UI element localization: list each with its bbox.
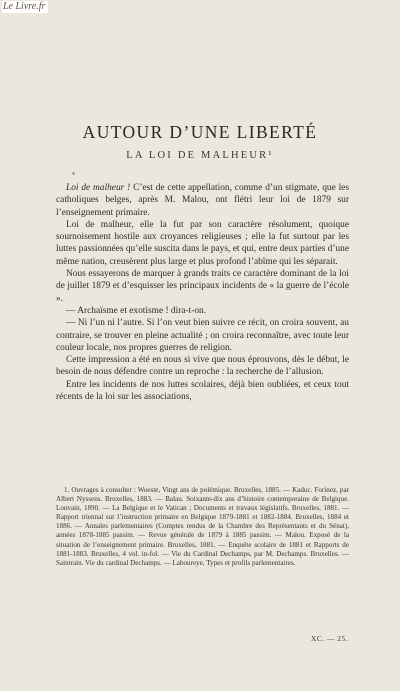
footnote: 1. Ouvrages à consulter : Woeste, Vingt ans de polémique. Bruxelles, 1885. — Kaduc. Forinez, par Albert Nyssens. Bruxelles, 1883. — Balau. Soixante-dix ans d’histoire contemporaine de Belgique. Louvain, 1890. — La Belgique et le Vatican ; Documents et travaux législatifs. Bruxelles, 1881. — Rapport triennal sur l’instruction primaire en Belgique 1879-1881 et 1882-1884. Bruxelles, 1884 et 1886. — Annales parlementaires (Comptes rendus de la Chambre des Représentants et du Sénat), années 1878-1885 passim. — Revue générale de 1879 à 1885 passim. — Malou. Exposé de la situation de l’enseignement primaire. Bruxelles, 1881. — Enquête scolaire de 1881 et Rapports de 1881-1883. Bruxelles, 4 vol. in-fol. — Vie du Cardinal Dechamps, par M. Dechamps. Bruxelles. — Saintrain. Vie du cardinal Dechamps. — Laboureye, Types et profils parlementaires. — [56, 486, 349, 567]
watermark-logo: Le Livre.fr — [2, 1, 48, 13]
paragraph — [56, 317, 349, 354]
paragraph — [56, 354, 349, 379]
italic-lead: Loi de malheur ! — [66, 183, 131, 193]
footnotes — [56, 486, 349, 568]
paragraph-text: Entre les incidents de nos luttes scolaires, déjà bien oubliées, et ceux tout récents de la loi sur les associations, — [56, 379, 349, 403]
paragraph — [56, 268, 349, 305]
ornament-mark: * — [72, 172, 75, 179]
paragraph-text: — Archaïsme et exotisme ! dira-t-on. — [66, 305, 207, 316]
chapter-subtitle: LA LOI DE MALHEUR¹ — [126, 150, 274, 161]
body-text — [56, 182, 349, 403]
paragraph-text: — Ni l’un ni l’autre. Si l’on veut bien suivre ce récit, on croira souvent, au contraire, se trouver en pleine actualité ; on croira reconnaître, avec toute leur couleur locale, nos propres guerres de religion. — [56, 318, 349, 353]
paragraph — [56, 379, 349, 404]
paragraph-text: Nous essayerons de marquer à grands traits ce caractère dominant de la loi de juillet 1879 et d’esquisser les principaux incidents de « la guerre de l’école ». — [56, 269, 349, 304]
paragraph-text: C’est de cette appellation, comme d’un stigmate, que les catholiques belges, après M. Malou, ont flétri leur loi de 1879 sur l’enseignement primaire. — [56, 183, 349, 218]
paragraph — [56, 305, 349, 317]
chapter-title: AUTOUR D’UNE LIBERTÉ — [82, 122, 318, 142]
paragraph — [56, 182, 349, 219]
page-signature: XC. — 25. — [311, 634, 348, 643]
paragraph-text: Loi de malheur, elle la fut par son caractère résolument, quoique sournoisement hostile aux croyances religieuses ; elle la fut surtout par les luttes passionnées qu’elle suscita dans le pays, et qui, entre deux parties d’une même nation, creusèrent plus large et plus profond l’abîme qui les séparait. — [56, 219, 349, 267]
paragraph — [56, 219, 349, 268]
paragraph-text: Cette impression a été en nous si vive que nous éprouvons, dès le début, le besoin de nous défendre contre un reproche : la recherche de l’allusion. — [56, 355, 349, 378]
